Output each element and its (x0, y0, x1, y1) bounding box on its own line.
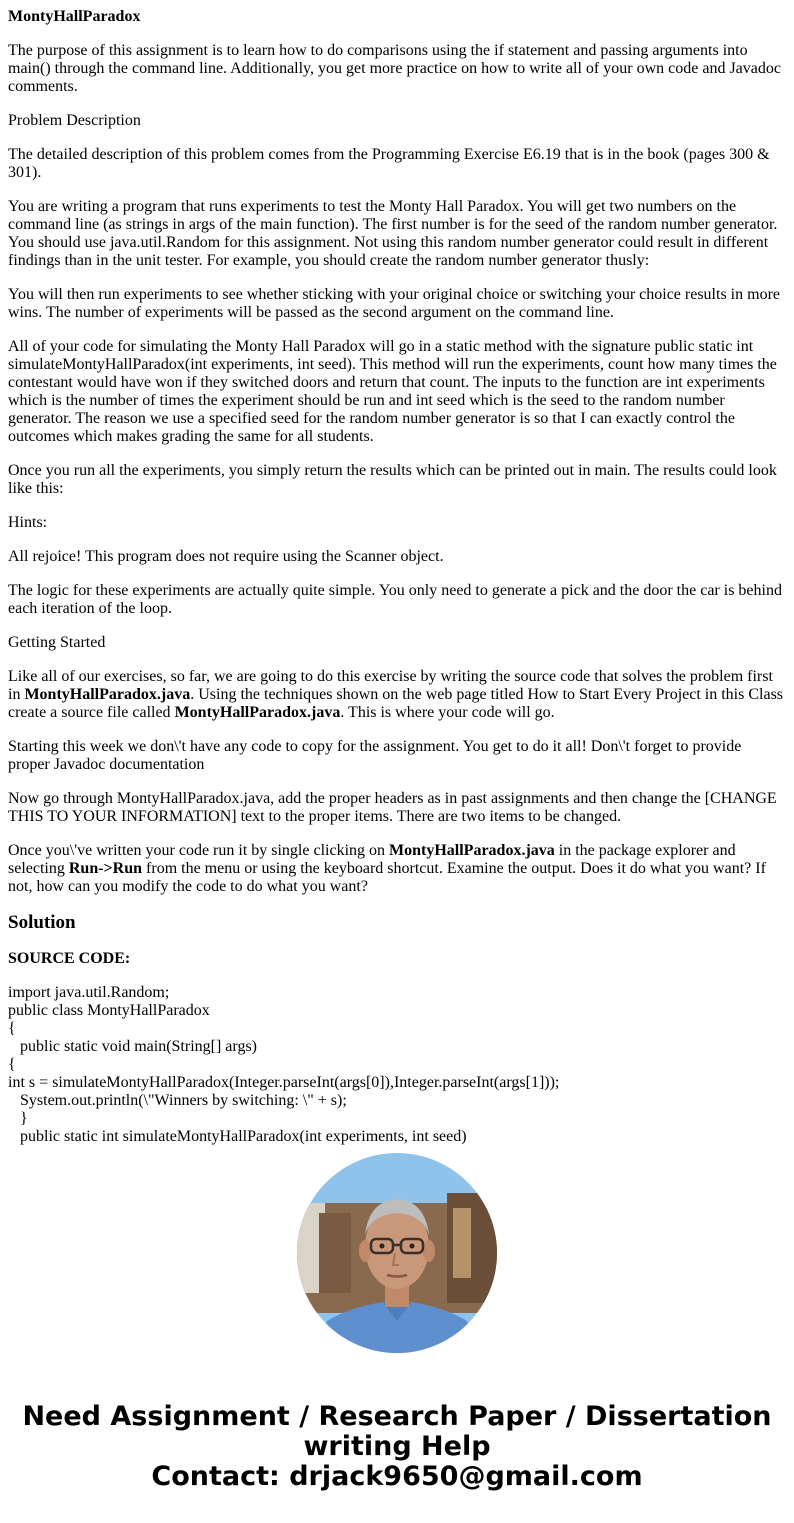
code-line: int s = simulateMontyHallParadox(Integer.parseInt(args[0]),Integer.parseInt(args[1])); (8, 1074, 560, 1091)
promo-line-2: writing Help (303, 1431, 491, 1462)
code-line: { (8, 1056, 16, 1073)
document-title: MontyHallParadox (8, 8, 141, 25)
code-line: public static int simulateMontyHallParadox(int experiments, int seed) (8, 1128, 467, 1145)
simulate-paragraph: All of your code for simulating the Monty Hall Paradox will go in a static method with the signature public static int simulateMontyHallParadox(int experiments, int seed). This method will run the experiments, count how many times the contestant would have won if they switched doors and return that count. The inputs to the function are int experiments which is the number of times the experiment should be run and int seed which is the seed to the random number generator. The reason we use a specified seed for the random number generator is so that I can exactly control the outcomes which makes grading the same for all students. (8, 338, 777, 445)
filename-bold-2: MontyHallParadox.java (174, 704, 341, 721)
problem-description-heading: Problem Description (8, 112, 141, 129)
writing-paragraph: You are writing a program that runs experiments to test the Monty Hall Paradox. You will get two numbers on the command line (as strings in args of the main function). The first number is for the seed of the random number generator. You should use java.util.Random for this assignment. Not using this random number generator could result in different findings than in the unit tester. For example, you should create the random number generator thusly: (8, 198, 778, 269)
starting-paragraph: Starting this week we don\'t have any code to copy for the assignment. You get to do it all! Don\'t forget to provide proper Javadoc documentation (8, 738, 742, 773)
code-line: public static void main(String[] args) (8, 1038, 257, 1055)
document-body (8, 8, 786, 1146)
promo-contact: Contact: drjack9650@gmail.com (151, 1461, 643, 1492)
run-menu-bold: Run->Run (68, 860, 143, 877)
like-all-paragraph (8, 668, 786, 722)
intro-paragraph: The purpose of this assignment is to learn how to do comparisons using the if statement and passing arguments into main() through the command line. Additionally, you get more practice on how to write all of your own code and Javadoc comments. (8, 42, 781, 95)
filename-bold-3: MontyHallParadox.java (389, 842, 555, 859)
like-all-text-3: . This is where your code will go. (340, 704, 555, 721)
code-line: System.out.println(\"Winners by switching: \" + s); (8, 1092, 347, 1109)
rejoice-paragraph: All rejoice! This program does not require using the Scanner object. (8, 548, 444, 565)
like-all-text-2: . Using the techniques shown on the web page titled How to Start Every Project in this Class create a source file called (8, 686, 784, 721)
code-line: } (8, 1110, 28, 1127)
code-line: import java.util.Random; (8, 984, 170, 1001)
code-line: public class MontyHallParadox (8, 1002, 210, 1019)
getting-started-heading: Getting Started (8, 634, 106, 651)
code-line: { (8, 1020, 16, 1037)
source-code-block (8, 984, 786, 1146)
now-go-paragraph: Now go through MontyHallParadox.java, add the proper headers as in past assignments and then change the [CHANGE THIS TO YOUR INFORMATION] text to the proper items. There are two items to be changed. (8, 790, 777, 825)
hints-label: Hints: (8, 514, 48, 531)
avatar-illustration (297, 1153, 497, 1353)
promo-banner (0, 1402, 794, 1492)
person-photo-icon (297, 1153, 497, 1353)
results-paragraph: Once you run all the experiments, you simply return the results which can be printed out in main. The results could look like this: (8, 462, 777, 497)
detail-paragraph: The detailed description of this problem comes from the Programming Exercise E6.19 that is in the book (pages 300 & 301). (8, 146, 770, 181)
once-text-2: in the package explorer and selecting (8, 842, 736, 877)
promo-line-1: Need Assignment / Research Paper / Dissertation (22, 1401, 772, 1432)
logic-paragraph: The logic for these experiments are actually quite simple. You only need to generate a pick and the door the car is behind each iteration of the loop. (8, 582, 782, 617)
source-code-heading: SOURCE CODE: (8, 950, 131, 967)
solution-heading: Solution (8, 912, 76, 933)
once-text-3: from the menu or using the keyboard shortcut. Examine the output. Does it do what you want? If not, how can you modify the code to do what you want? (8, 860, 766, 895)
filename-bold-1: MontyHallParadox.java (24, 686, 191, 703)
once-paragraph (8, 842, 786, 896)
like-all-text-1: Like all of our exercises, so far, we are going to do this exercise by writing the source code that solves the problem first in (8, 668, 773, 703)
experiments-paragraph: You will then run experiments to see whether sticking with your original choice or switching your choice results in more wins. The number of experiments will be passed as the second argument on the command line. (8, 286, 780, 321)
once-text-1: Once you\'ve written your code run it by single clicking on (8, 842, 390, 859)
